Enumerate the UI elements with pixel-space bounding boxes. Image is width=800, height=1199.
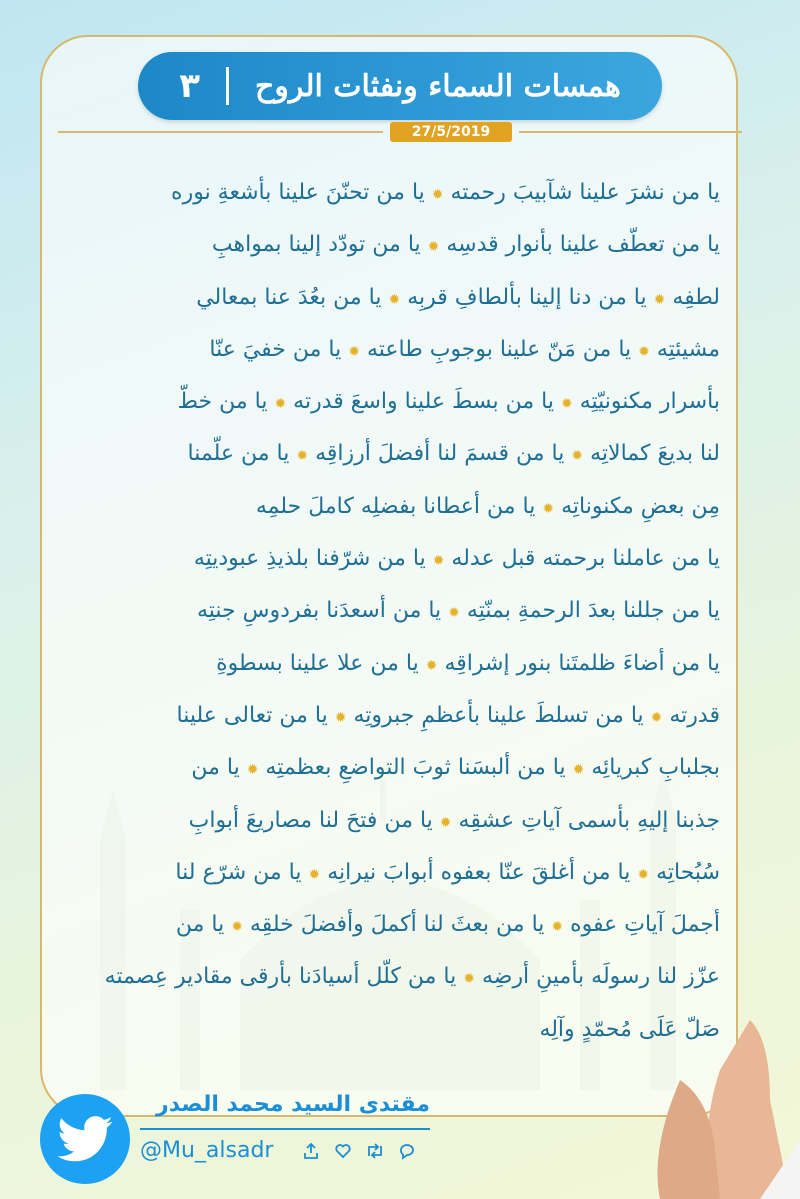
- star-separator-icon: ✹: [572, 762, 585, 779]
- share-icon[interactable]: [300, 1140, 322, 1162]
- star-separator-icon: ✹: [542, 500, 555, 517]
- prayer-line: بجلبابِ كبريائِه ✹ يا من ألبسَنا ثوبَ التواضعِ بعظمتِه ✹ يا من: [191, 755, 720, 781]
- header-banner: [138, 52, 662, 120]
- header-separator: [226, 67, 229, 105]
- header-number: ٣: [179, 66, 200, 106]
- header-title: همسات السماء ونفثات الروح: [254, 68, 621, 104]
- prayer-line: مِن بعضِ مكنوناتِه ✹ يا من أعطانا بفضلِه كاملَ حلمِه: [255, 493, 720, 519]
- star-separator-icon: ✹: [571, 448, 584, 465]
- star-separator-icon: ✹: [551, 919, 564, 936]
- twitter-handle: @Mu_alsadr: [140, 1138, 274, 1163]
- star-separator-icon: ✹: [448, 605, 460, 622]
- prayer-line: يا من نشرَ علينا شآبيبَ رحمته ✹ يا من تحنّنَ علينا بأشعةِ نوره: [171, 180, 720, 205]
- twitter-bird-icon: [57, 1116, 113, 1162]
- footer: [0, 1080, 800, 1180]
- retweet-icon[interactable]: [364, 1140, 386, 1162]
- prayer-line: مشيئتِه ✹ يا من مَنّ علينا بوجوبِ طاعته ✹ يا من خفيَ عنّا: [209, 336, 720, 362]
- prayer-line: صَلّ عَلَى مُحمّدٍ وآلِه: [539, 1016, 720, 1042]
- date-line-left: [58, 131, 383, 133]
- date-badge: 27/5/2019: [390, 122, 512, 142]
- prayer-line: أجملَ آياتِ عفوه ✹ يا من بعثَ لنا أكملَ وأفضلَ خلقِه ✹ يا من: [175, 912, 720, 938]
- star-separator-icon: ✹: [427, 239, 440, 256]
- author-name: مقتدى السيد محمد الصدر: [156, 1092, 430, 1117]
- reply-icon[interactable]: [396, 1140, 418, 1162]
- star-separator-icon: ✹: [348, 343, 360, 360]
- star-separator-icon: ✹: [561, 396, 573, 413]
- like-icon[interactable]: [332, 1140, 354, 1162]
- star-separator-icon: ✹: [274, 396, 287, 413]
- star-separator-icon: ✹: [296, 448, 309, 465]
- star-separator-icon: ✹: [425, 657, 438, 674]
- date-line-right: [519, 131, 742, 133]
- tweet-actions: [300, 1140, 418, 1162]
- star-separator-icon: ✹: [231, 919, 243, 936]
- prayer-line: عزّز لنا رسولَه بأمينِ أرضِه ✹ يا من كلّل أسيادَنا بأرقى مقادير عِصمته: [104, 964, 720, 990]
- prayer-line: يا من عاملنا برحمته قبل عدله ✹ يا من شرّفنا بلذيذِ عبوديتِه: [193, 546, 720, 572]
- star-separator-icon: ✹: [637, 866, 650, 883]
- prayer-line: بأسرار مكنونيّتِه ✹ يا من بسطَ علينا واسعَ قدرته ✹ يا من خطّ: [177, 389, 720, 415]
- star-separator-icon: ✹: [431, 187, 444, 203]
- star-separator-icon: ✹: [650, 709, 663, 726]
- star-separator-icon: ✹: [388, 291, 401, 308]
- prayer-text: [80, 168, 720, 1054]
- prayer-line: يا من جللنا بعدَ الرحمةِ بمنّتِه ✹ يا من أسعدَنا بفردوسِ جنتِه: [196, 598, 720, 624]
- star-separator-icon: ✹: [246, 762, 259, 779]
- prayer-line: يا من أضاءَ ظلمتَنا بنور إشراقِه ✹ يا من علا علينا بسطوةِ: [216, 650, 720, 676]
- star-separator-icon: ✹: [638, 343, 650, 360]
- star-separator-icon: ✹: [432, 553, 445, 570]
- prayer-line: سُبُحاتِه ✹ يا من أغلقَ عنّا بعفوه أبوابَ نيرانِه ✹ يا من شرّع لنا: [175, 859, 720, 885]
- author-underline: [140, 1128, 430, 1130]
- prayer-line: قدرته ✹ يا من تسلطَ علينا بأعظمِ جبروتِه ✹ يا من تعالى علينا: [176, 702, 720, 728]
- star-separator-icon: ✹: [334, 709, 347, 726]
- prayer-line: جذبنا إليهِ بأسمى آياتِ عشقِه ✹ يا من فتحَ لنا مصاريعَ أبوابِ: [188, 807, 720, 833]
- star-separator-icon: ✹: [439, 814, 452, 831]
- twitter-logo: [40, 1094, 130, 1184]
- prayer-line: لطفِه ✹ يا من دنا إلينا بألطافِ قربِه ✹ يا من بعُدَ عنا بمعالي: [196, 284, 720, 310]
- star-separator-icon: ✹: [308, 866, 321, 883]
- prayer-line: يا من تعطّف علينا بأنوار قدسِه ✹ يا من تودّد إلينا بمواهبِ: [211, 232, 720, 258]
- star-separator-icon: ✹: [463, 971, 475, 988]
- star-separator-icon: ✹: [653, 291, 666, 308]
- date-row: [58, 122, 742, 142]
- prayer-line: لنا بديعَ كمالاتِه ✹ يا من قسمَ لنا أفضلَ أرزاقِه ✹ يا من علّمنا: [187, 441, 720, 467]
